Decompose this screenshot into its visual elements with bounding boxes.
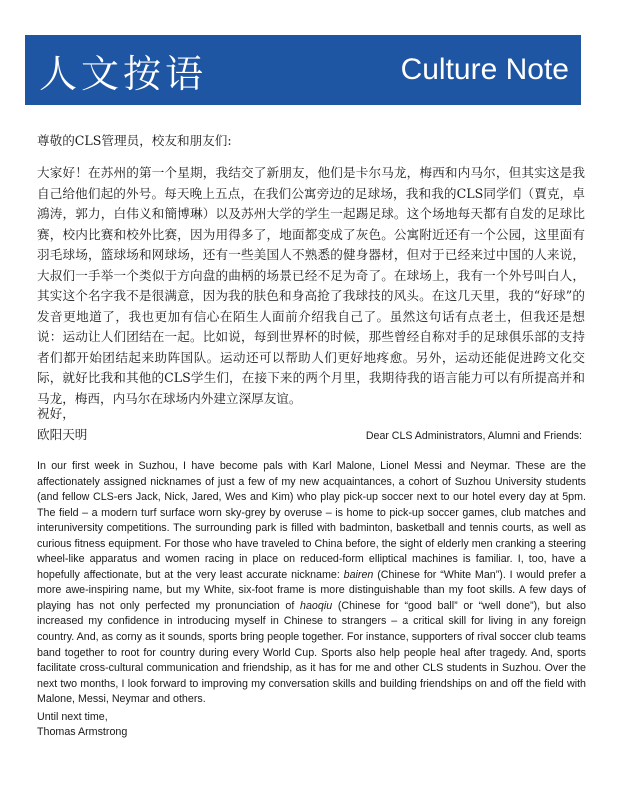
chinese-body: 大家好！在苏州的第一个星期，我结交了新朋友，他们是卡尔马龙，梅西和内马尔，但其实这是我自己给他们起的外号。每天晚上五点，在我们公寓旁边的足球场，我和我的CLS同学们（賈克，卓鴻涛，郭力，白伟义和簡博琳）以及苏州大学的学生一起踢足球。这个场地每天都有自发的足球比赛，校内比赛和校外比赛，因为用得多了，地面都变成了灰色。公寓附近还有一个公园，这里面有羽毛球场，篮球场和网球场，还有一些美国人不熟悉的健身器材，但对于已经来过中国的人来说，大叔们一手举一个类似于方向盘的曲柄的场景已经不足为奇了。在球场上，我有一个外号叫白人，其实这个名字我不是很满意，因为我的肤色和身高抢了我球技的风头。在这几天里，我的“好球”的发音更地道了，我也更加有信心在陌生人面前介绍我自己了。虽然这句话有点老土，但我还是想说：运动让人们团结在一起。比如说，每到世界杯的时候，那些曾经自称对手的足球俱乐部的支持者们都开始团结起来助阵国队。运动还可以帮助人们更好地疼愈。另外，运动还能促进跨文化交际，就好比我和其他的CLS学生们，在接下来的两个月里，我期待我的语言能力可以有所提高并和马龙，梅西，内马尔在球场内外建立深厚友谊。 [37,165,585,406]
term-bairen: bairen [343,568,374,581]
banner-title-english: Culture Note [400,53,569,86]
english-body [37,459,586,708]
english-signoff: Until next time, [37,711,108,723]
term-haoqiu: haoqiu [300,599,333,612]
english-signature: Thomas Armstrong [37,726,128,738]
chinese-signature: 欧阳天明 [37,427,88,442]
chinese-greeting: 尊敬的CLS管理员，校友和朋友们: [37,133,232,148]
english-body-part-2: (Chinese for “White Man”). I would prefer a more awe-inspiring name, but my White, six-foot frame is more distinguishable than my foot skills. A few days of playing has not only perfected my pronunciation of [37,568,587,612]
english-body-part-3: (Chinese for “good ball” or “well done”), but also increased my confidence in introducing myself in Chinese to strangers – a critical skill for living in any foreign country. And, as corny as it sounds, sports bring people together. For instance, supporters of rival soccer club teams band together to root for country during every World Cup. Sports also help people heal after tragedy. And, sports facilitate cross-cultural communication and friendship, as it has for me and other CLS students in Suzhou. Over the next two months, I look forward to improving my conversation skills and building friendships on and off the field with Malone, Messi, Neymar and others. [37,599,587,706]
english-greeting: Dear CLS Administrators, Alumni and Friends: [365,430,582,442]
chinese-signoff: 祝好， [37,406,75,421]
english-body-part-1: In our first week in Suzhou, I have become pals with Karl Malone, Lionel Messi and Neymar. These are the affectionately assigned nicknames of just a few of my new acquaintances, a cohort of Suzhou University students (and fellow CLS-ers Jack, Nick, Jared, Wes and Kim) who play pick-up soccer next to our hotel every day at 5pm. The field – a modern turf surface worn sky-grey by overuse – is home to pick-up soccer games, club matches and interuniversity competitions. The surrounding park is filled with badminton, basketball and tennis courts, as well as curious fitness equipment. For those who have traveled to China before, the sight of elderly men cranking a steering wheel-like apparatus and women racing in place on reduced-form elliptical machines is familiar. I, too, have a hopefully affectionate, but at the very least accurate nickname: [37,460,586,581]
culture-note-banner [25,35,581,105]
banner-title-chinese: 人文按语 [39,51,208,96]
